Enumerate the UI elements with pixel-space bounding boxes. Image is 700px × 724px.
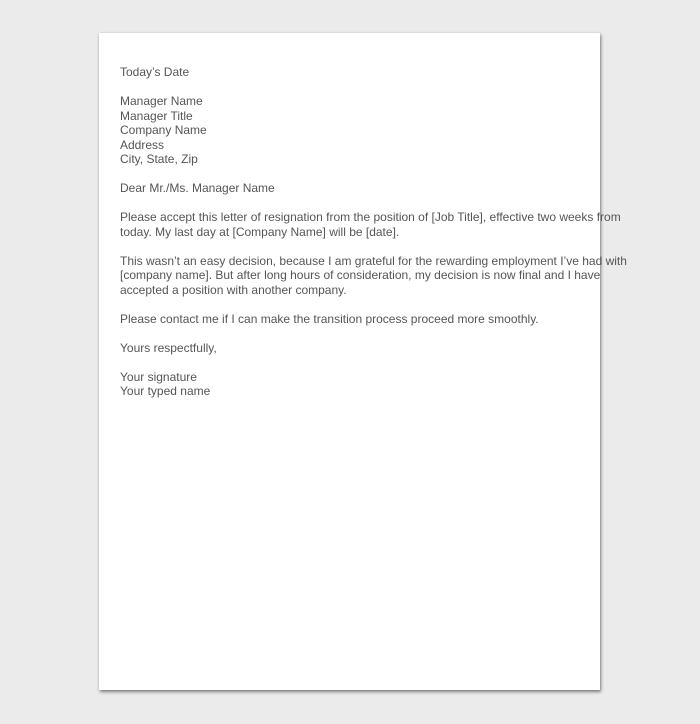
- closing-block: [120, 341, 590, 356]
- recipient-address-block: [120, 94, 590, 167]
- body-paragraph-2: [120, 253, 627, 298]
- paragraph-line: Please contact me if I can make the transition process proceed more smoothly.: [120, 311, 539, 326]
- date-text: Today’s Date: [120, 65, 190, 79]
- recipient-address: Address: [120, 137, 165, 152]
- recipient-title: Manager Title: [120, 108, 193, 123]
- paragraph-line: [company name]. But after long hours of consideration, my decision is now final and I have: [120, 268, 601, 282]
- recipient-company: Company Name: [120, 123, 207, 137]
- date-block: [120, 65, 590, 80]
- paragraph-line: Please accept this letter of resignation from the position of [Job Title], effective two weeks from: [120, 210, 621, 224]
- salutation-text: Dear Mr./Ms. Manager Name: [120, 181, 275, 195]
- body-paragraph-1: [120, 210, 621, 239]
- letter-content: [120, 65, 627, 413]
- salutation-block: [120, 181, 590, 196]
- document-page: [99, 33, 627, 690]
- paragraph-line: This wasn’t an easy decision, because I am grateful for the rewarding employment I’ve had with: [120, 253, 627, 268]
- recipient-city-state-zip: City, State, Zip: [120, 152, 198, 166]
- closing-text: Yours respectfully,: [120, 340, 217, 355]
- paragraph-line: today. My last day at [Company Name] will be [date].: [120, 224, 400, 239]
- body-paragraph-3: [120, 312, 590, 327]
- paragraph-line: accepted a position with another company.: [120, 282, 347, 297]
- signature-line: Your signature: [120, 369, 197, 384]
- typed-name-line: Your typed name: [120, 384, 211, 398]
- signature-block: [120, 370, 590, 399]
- recipient-name: Manager Name: [120, 94, 203, 108]
